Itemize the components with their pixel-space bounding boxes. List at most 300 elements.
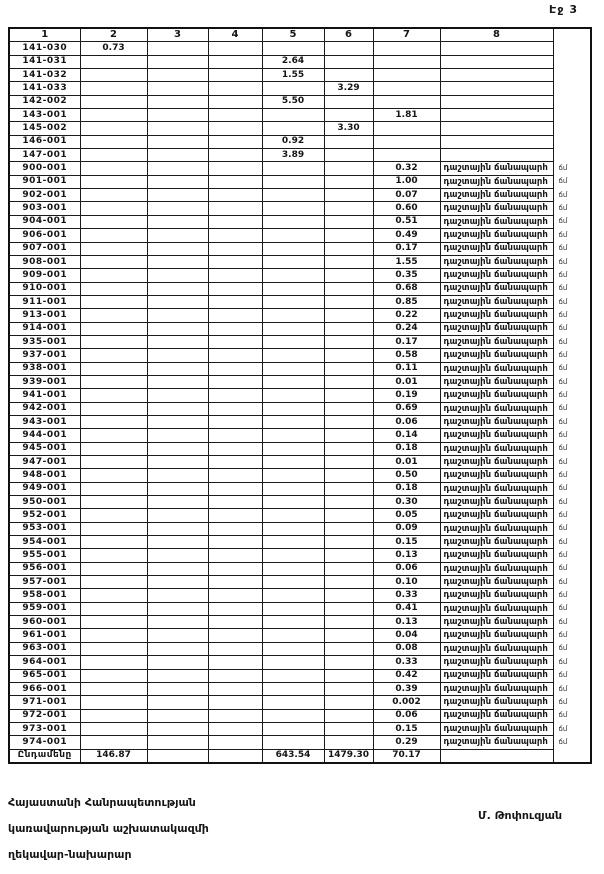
row-code-cell: 966-001 (9, 682, 80, 695)
row-code-cell: 141-033 (9, 82, 80, 95)
row-code-cell: 950-001 (9, 496, 80, 509)
value-col2-cell (80, 442, 147, 455)
value-col6-cell: 1479.30 (324, 749, 373, 763)
value-col4-cell (208, 496, 262, 509)
value-col2-cell (80, 709, 147, 722)
parcel-measurements-table (8, 27, 592, 764)
value-col6-cell (324, 135, 373, 148)
value-col6-cell (324, 442, 373, 455)
table-row (9, 629, 591, 642)
margin-note: ճմ (553, 616, 591, 629)
value-col5-cell (262, 629, 324, 642)
value-col5-cell (262, 389, 324, 402)
value-col4-cell (208, 135, 262, 148)
value-col7-cell: 0.08 (373, 642, 440, 655)
value-col6-cell (324, 389, 373, 402)
margin-note: ճմ (553, 429, 591, 442)
road-type-cell: դաշտային ճանապարհ (440, 429, 553, 442)
value-col5-cell (262, 109, 324, 122)
row-code-cell: 960-001 (9, 616, 80, 629)
table-row (9, 642, 591, 655)
value-col4-cell (208, 269, 262, 282)
value-col5-cell (262, 242, 324, 255)
value-col4-cell (208, 109, 262, 122)
value-col4-cell (208, 482, 262, 495)
row-code-cell: 959-001 (9, 602, 80, 615)
value-col7-cell: 0.10 (373, 576, 440, 589)
margin-note: ճմ (553, 589, 591, 602)
value-col2-cell (80, 202, 147, 215)
value-col7-cell: 0.51 (373, 215, 440, 228)
table-row (9, 375, 591, 388)
value-col5-cell: 2.64 (262, 55, 324, 68)
value-col6-cell (324, 149, 373, 162)
row-code-cell: 947-001 (9, 456, 80, 469)
row-code-cell: 142-002 (9, 95, 80, 108)
row-code-cell: 972-001 (9, 709, 80, 722)
value-col3-cell (147, 522, 208, 535)
value-col7-cell: 0.49 (373, 229, 440, 242)
value-col5-cell (262, 362, 324, 375)
value-col7-cell (373, 55, 440, 68)
road-type-cell: դաշտային ճանապարհ (440, 202, 553, 215)
value-col3-cell (147, 255, 208, 268)
margin-note (553, 749, 591, 763)
value-col7-cell: 0.69 (373, 402, 440, 415)
value-col7-cell: 0.35 (373, 269, 440, 282)
margin-note: ճմ (553, 229, 591, 242)
margin-note (553, 149, 591, 162)
value-col5-cell (262, 175, 324, 188)
value-col4-cell (208, 456, 262, 469)
margin-note: ճմ (553, 162, 591, 175)
value-col3-cell (147, 536, 208, 549)
value-col3-cell (147, 122, 208, 135)
margin-note: ճմ (553, 242, 591, 255)
value-col4-cell (208, 722, 262, 735)
margin-note: ճմ (553, 682, 591, 695)
value-col4-cell (208, 669, 262, 682)
value-col5-cell (262, 295, 324, 308)
table-row (9, 175, 591, 188)
value-col4-cell (208, 202, 262, 215)
road-type-cell: դաշտային ճանապարհ (440, 269, 553, 282)
margin-note (553, 122, 591, 135)
road-type-cell: դաշտային ճանապարհ (440, 309, 553, 322)
value-col3-cell (147, 696, 208, 709)
value-col7-cell: 0.17 (373, 242, 440, 255)
table-row (9, 402, 591, 415)
value-col4-cell (208, 589, 262, 602)
value-col7-cell: 0.13 (373, 549, 440, 562)
value-col4-cell (208, 402, 262, 415)
value-col2-cell (80, 175, 147, 188)
value-col5-cell (262, 642, 324, 655)
value-col6-cell (324, 215, 373, 228)
margin-note: ճմ (553, 722, 591, 735)
value-col3-cell (147, 669, 208, 682)
road-type-cell: դաշտային ճանապարհ (440, 576, 553, 589)
value-col5-cell (262, 429, 324, 442)
road-type-cell (440, 749, 553, 763)
value-col2-cell (80, 335, 147, 348)
value-col5-cell (262, 496, 324, 509)
value-col4-cell (208, 242, 262, 255)
margin-note: ճմ (553, 389, 591, 402)
road-type-cell: դաշտային ճանապարհ (440, 229, 553, 242)
value-col7-cell: 0.19 (373, 389, 440, 402)
road-type-cell: դաշտային ճանապարհ (440, 549, 553, 562)
value-col5-cell (262, 402, 324, 415)
value-col2-cell (80, 109, 147, 122)
table-row (9, 522, 591, 535)
table-row (9, 389, 591, 402)
table-row (9, 415, 591, 428)
value-col4-cell (208, 469, 262, 482)
value-col3-cell (147, 722, 208, 735)
value-col6-cell (324, 656, 373, 669)
road-type-cell: դաշտային ճանապարհ (440, 295, 553, 308)
road-type-cell (440, 109, 553, 122)
value-col7-cell (373, 95, 440, 108)
road-type-cell: դաշտային ճանապարհ (440, 375, 553, 388)
margin-note: ճմ (553, 669, 591, 682)
row-code-cell: 973-001 (9, 722, 80, 735)
value-col6-cell (324, 269, 373, 282)
value-col4-cell (208, 255, 262, 268)
road-type-cell (440, 135, 553, 148)
value-col2-cell (80, 656, 147, 669)
value-col7-cell: 0.06 (373, 709, 440, 722)
value-col2-cell (80, 349, 147, 362)
value-col3-cell (147, 509, 208, 522)
row-code-cell: 913-001 (9, 309, 80, 322)
value-col3-cell (147, 749, 208, 763)
table-row (9, 549, 591, 562)
table-row (9, 229, 591, 242)
value-col7-cell: 0.14 (373, 429, 440, 442)
road-type-cell: դաշտային ճանապարհ (440, 362, 553, 375)
value-col6-cell (324, 669, 373, 682)
value-col3-cell (147, 69, 208, 82)
value-col6-cell (324, 709, 373, 722)
road-type-cell: դաշտային ճանապարհ (440, 642, 553, 655)
value-col7-cell: 0.33 (373, 589, 440, 602)
value-col5-cell (262, 682, 324, 695)
value-col5-cell (262, 202, 324, 215)
row-code-cell: 903-001 (9, 202, 80, 215)
road-type-cell: դաշտային ճանապարհ (440, 522, 553, 535)
road-type-cell: դաշտային ճանապարհ (440, 602, 553, 615)
value-col7-cell: 0.01 (373, 456, 440, 469)
value-col2-cell (80, 482, 147, 495)
table-row (9, 295, 591, 308)
margin-note (553, 82, 591, 95)
table-row (9, 736, 591, 749)
margin-note: ճմ (553, 415, 591, 428)
value-col7-cell: 0.15 (373, 722, 440, 735)
table-row (9, 202, 591, 215)
row-code-cell: 963-001 (9, 642, 80, 655)
value-col5-cell (262, 442, 324, 455)
footer-line-1: Հայաստանի Հանրապետության (8, 796, 196, 809)
column-header-5: 5 (262, 28, 324, 42)
value-col6-cell (324, 722, 373, 735)
value-col3-cell (147, 82, 208, 95)
road-type-cell: դաշտային ճանապարհ (440, 709, 553, 722)
value-col5-cell (262, 602, 324, 615)
table-row (9, 82, 591, 95)
road-type-cell: դաշտային ճանապարհ (440, 509, 553, 522)
value-col7-cell: 0.06 (373, 562, 440, 575)
value-col5-cell (262, 736, 324, 749)
margin-note: ճմ (553, 602, 591, 615)
value-col5-cell (262, 469, 324, 482)
value-col4-cell (208, 696, 262, 709)
value-col3-cell (147, 175, 208, 188)
value-col2-cell (80, 242, 147, 255)
value-col7-cell: 0.11 (373, 362, 440, 375)
row-code-cell: 147-001 (9, 149, 80, 162)
row-code-cell: 974-001 (9, 736, 80, 749)
value-col5-cell (262, 696, 324, 709)
value-col4-cell (208, 162, 262, 175)
row-code-cell: 949-001 (9, 482, 80, 495)
value-col4-cell (208, 189, 262, 202)
value-col6-cell (324, 616, 373, 629)
row-code-cell: 956-001 (9, 562, 80, 575)
value-col2-cell (80, 629, 147, 642)
value-col4-cell (208, 549, 262, 562)
margin-note: ճմ (553, 215, 591, 228)
value-col3-cell (147, 322, 208, 335)
value-col2-cell (80, 69, 147, 82)
road-type-cell: դաշտային ճանապարհ (440, 402, 553, 415)
value-col2-cell (80, 589, 147, 602)
road-type-cell: դաշտային ճանապարհ (440, 335, 553, 348)
road-type-cell (440, 55, 553, 68)
value-col5-cell (262, 309, 324, 322)
value-col2-cell (80, 389, 147, 402)
value-col4-cell (208, 309, 262, 322)
value-col6-cell (324, 322, 373, 335)
value-col7-cell: 0.24 (373, 322, 440, 335)
value-col7-cell: 0.07 (373, 189, 440, 202)
value-col4-cell (208, 375, 262, 388)
road-type-cell: դաշտային ճանապարհ (440, 456, 553, 469)
value-col5-cell (262, 576, 324, 589)
road-type-cell (440, 149, 553, 162)
row-code-cell: 145-002 (9, 122, 80, 135)
table-row (9, 469, 591, 482)
value-col6-cell (324, 456, 373, 469)
margin-note: ճմ (553, 509, 591, 522)
value-col4-cell (208, 656, 262, 669)
value-col6-cell (324, 415, 373, 428)
value-col2-cell (80, 682, 147, 695)
value-col7-cell: 0.18 (373, 482, 440, 495)
value-col5-cell (262, 349, 324, 362)
margin-note (553, 109, 591, 122)
value-col4-cell (208, 149, 262, 162)
value-col2-cell (80, 456, 147, 469)
table-row (9, 602, 591, 615)
road-type-cell: դաշտային ճանապարհ (440, 616, 553, 629)
value-col5-cell (262, 536, 324, 549)
value-col7-cell: 0.58 (373, 349, 440, 362)
table-row (9, 322, 591, 335)
value-col6-cell (324, 282, 373, 295)
table-row (9, 335, 591, 348)
value-col2-cell (80, 669, 147, 682)
value-col5-cell (262, 415, 324, 428)
row-code-cell: 952-001 (9, 509, 80, 522)
value-col3-cell (147, 402, 208, 415)
signature-name: Մ. Թոփուզյան (478, 809, 563, 822)
value-col4-cell (208, 215, 262, 228)
row-code-cell: 944-001 (9, 429, 80, 442)
table-row (9, 269, 591, 282)
margin-note: ճմ (553, 496, 591, 509)
value-col6-cell (324, 109, 373, 122)
column-header-6: 6 (324, 28, 373, 42)
value-col3-cell (147, 375, 208, 388)
row-code-cell: 945-001 (9, 442, 80, 455)
value-col7-cell: 0.06 (373, 415, 440, 428)
value-col2-cell (80, 736, 147, 749)
table-row (9, 69, 591, 82)
value-col3-cell (147, 269, 208, 282)
value-col4-cell (208, 616, 262, 629)
road-type-cell: դաշտային ճանապարհ (440, 482, 553, 495)
row-code-cell: 935-001 (9, 335, 80, 348)
value-col3-cell (147, 349, 208, 362)
margin-note: ճմ (553, 295, 591, 308)
value-col4-cell (208, 229, 262, 242)
value-col2-cell (80, 536, 147, 549)
road-type-cell: դաշտային ճանապարհ (440, 536, 553, 549)
row-code-cell: 953-001 (9, 522, 80, 535)
value-col3-cell (147, 242, 208, 255)
value-col7-cell: 0.18 (373, 442, 440, 455)
road-type-cell: դաշտային ճանապարհ (440, 255, 553, 268)
road-type-cell: դաշտային ճանապարհ (440, 589, 553, 602)
value-col6-cell (324, 229, 373, 242)
value-col4-cell (208, 69, 262, 82)
value-col6-cell: 3.29 (324, 82, 373, 95)
road-type-cell: դաշտային ճանապարհ (440, 682, 553, 695)
row-code-cell: 904-001 (9, 215, 80, 228)
value-col7-cell (373, 122, 440, 135)
value-col3-cell (147, 415, 208, 428)
value-col5-cell (262, 509, 324, 522)
table-row (9, 362, 591, 375)
margin-note: ճմ (553, 309, 591, 322)
table-row (9, 122, 591, 135)
value-col2-cell (80, 282, 147, 295)
value-col4-cell (208, 442, 262, 455)
value-col6-cell (324, 629, 373, 642)
value-col2-cell (80, 469, 147, 482)
value-col3-cell (147, 335, 208, 348)
table-row (9, 55, 591, 68)
margin-note: ճմ (553, 642, 591, 655)
value-col7-cell: 1.81 (373, 109, 440, 122)
value-col3-cell (147, 656, 208, 669)
margin-note: ճմ (553, 656, 591, 669)
row-code-cell: 141-032 (9, 69, 80, 82)
value-col6-cell (324, 55, 373, 68)
value-col5-cell (262, 335, 324, 348)
row-code-cell: 939-001 (9, 375, 80, 388)
value-col4-cell (208, 629, 262, 642)
table-row (9, 562, 591, 575)
table-row (9, 536, 591, 549)
row-code-cell: 902-001 (9, 189, 80, 202)
value-col7-cell: 0.05 (373, 509, 440, 522)
total-label-cell: Ընդամենը (9, 749, 80, 763)
value-col7-cell (373, 135, 440, 148)
value-col7-cell: 0.22 (373, 309, 440, 322)
table-row (9, 669, 591, 682)
value-col5-cell: 1.55 (262, 69, 324, 82)
value-col2-cell (80, 162, 147, 175)
column-header-3: 3 (147, 28, 208, 42)
value-col5-cell (262, 229, 324, 242)
column-header-8: 8 (440, 28, 553, 42)
value-col6-cell (324, 549, 373, 562)
margin-note: ճմ (553, 282, 591, 295)
margin-note: ճմ (553, 189, 591, 202)
road-type-cell: դաշտային ճանապարհ (440, 696, 553, 709)
footer-line-2: կառավարության աշխատակազմի (8, 822, 209, 835)
value-col7-cell: 70.17 (373, 749, 440, 763)
value-col6-cell (324, 162, 373, 175)
value-col4-cell (208, 536, 262, 549)
value-col2-cell (80, 722, 147, 735)
road-type-cell: դաշտային ճանապարհ (440, 736, 553, 749)
road-type-cell: դաշտային ճանապարհ (440, 562, 553, 575)
margin-note: ճմ (553, 522, 591, 535)
value-col7-cell: 0.33 (373, 656, 440, 669)
table-row (9, 149, 591, 162)
margin-note: ճմ (553, 362, 591, 375)
column-header-4: 4 (208, 28, 262, 42)
margin-note (553, 42, 591, 55)
road-type-cell: դաշտային ճանապարհ (440, 389, 553, 402)
value-col3-cell (147, 215, 208, 228)
margin-note: ճմ (553, 442, 591, 455)
value-col2-cell (80, 82, 147, 95)
value-col4-cell (208, 362, 262, 375)
value-col5-cell (262, 589, 324, 602)
value-col7-cell: 1.00 (373, 175, 440, 188)
road-type-cell: դաշտային ճանապարհ (440, 322, 553, 335)
value-col5-cell (262, 215, 324, 228)
value-col6-cell (324, 255, 373, 268)
table-row (9, 656, 591, 669)
row-code-cell: 971-001 (9, 696, 80, 709)
road-type-cell (440, 82, 553, 95)
value-col4-cell (208, 749, 262, 763)
road-type-cell: դաշտային ճանապարհ (440, 629, 553, 642)
value-col3-cell (147, 389, 208, 402)
value-col2-cell (80, 496, 147, 509)
value-col3-cell (147, 682, 208, 695)
value-col2-cell (80, 522, 147, 535)
value-col5-cell (262, 122, 324, 135)
total-row (9, 749, 591, 763)
